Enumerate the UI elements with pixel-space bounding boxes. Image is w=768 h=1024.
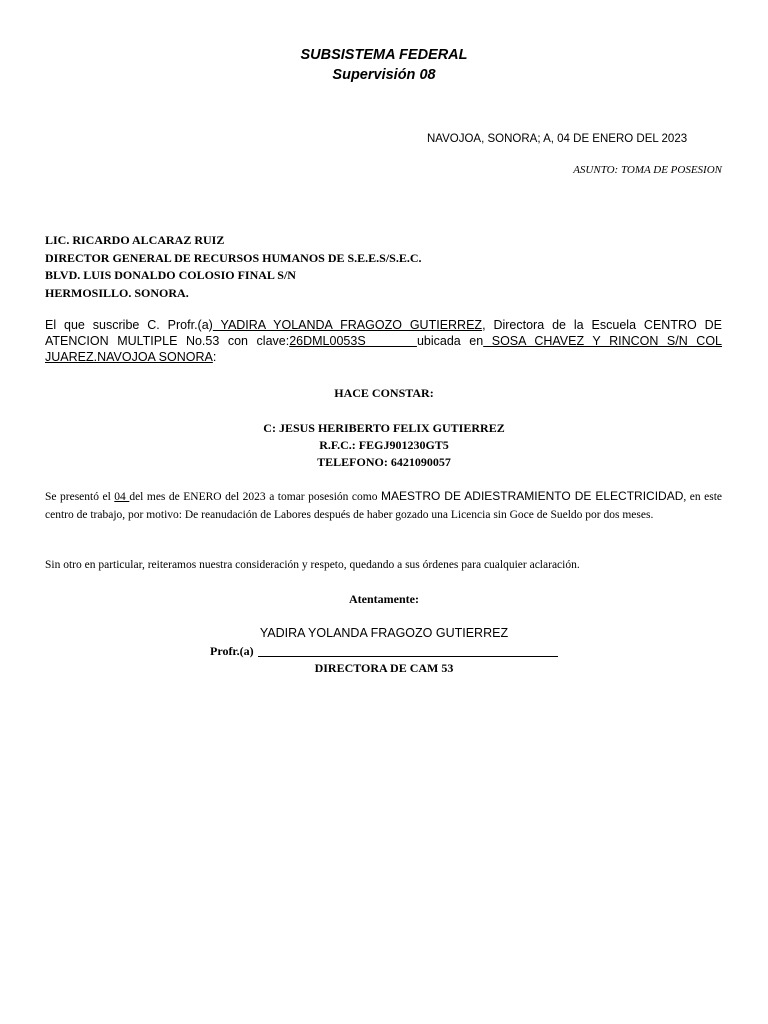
header-title: SUBSISTEMA FEDERAL xyxy=(300,47,468,63)
recipient-position: DIRECTOR GENERAL DE RECURSOS HUMANOS DE S.E.E.S/S.E.C. xyxy=(45,250,422,265)
closing-atentamente: Atentamente: xyxy=(349,592,419,606)
person-block xyxy=(0,420,768,471)
signature-line xyxy=(258,656,558,657)
body-text-1b: del mes de ENERO del 2023 a tomar posesión como xyxy=(129,491,381,503)
signer-name: YADIRA YOLANDA FRAGOZO GUTIERREZ xyxy=(259,626,509,640)
recipient-address: BLVD. LUIS DONALDO COLOSIO FINAL S/N xyxy=(45,268,296,282)
hace-constar-heading: HACE CONSTAR: xyxy=(334,386,434,400)
intro-text-3: ubicada en xyxy=(416,334,484,348)
recipient-block xyxy=(45,232,422,302)
person-phone: TELEFONO: 6421090057 xyxy=(317,455,451,469)
intro-paragraph xyxy=(45,317,722,365)
body-text-1a: Se presentó el xyxy=(45,491,115,503)
intro-text-4: : xyxy=(212,350,217,364)
body-paragraph-2: Sin otro en particular, reiteramos nuestra consideración y respeto, quedando a sus órdenes para cualquier aclaración. xyxy=(45,559,580,571)
body-role: MAESTRO DE ADIESTRAMIENTO DE ELECTRICIDAD xyxy=(380,489,684,503)
intro-text-1: El que suscribe C. Profr.(a) xyxy=(45,318,213,332)
person-rfc: R.F.C.: FEGJ901230GT5 xyxy=(319,438,449,452)
intro-address: SOSA CHAVEZ Y RINCON S/N COL JUAREZ.NAVOJOA SONORA xyxy=(45,334,723,364)
body-day: 04 xyxy=(114,491,130,503)
subject-line: ASUNTO: TOMA DE POSESION xyxy=(573,164,722,176)
signer-title: DIRECTORA DE CAM 53 xyxy=(314,661,454,675)
place-date: NAVOJOA, SONORA; A, 04 DE ENERO DEL 2023 xyxy=(427,133,688,145)
recipient-name: LIC. RICARDO ALCARAZ RUIZ xyxy=(45,233,225,247)
person-name: C: JESUS HERIBERTO FELIX GUTIERREZ xyxy=(263,421,505,435)
intro-text-2: , Directora de la Escuela CENTRO DE ATENCION MULTIPLE No.53 con clave: xyxy=(45,318,722,348)
header-subtitle: Supervisión 08 xyxy=(332,67,436,83)
recipient-city: HERMOSILLO. SONORA. xyxy=(45,285,189,300)
body-paragraph-1 xyxy=(45,487,722,524)
body-text-1c: , en este centro de trabajo, por motivo: De reanudación de Labores después de haber gozado una Licencia sin Goce de Sueldo por dos meses. xyxy=(45,491,722,521)
intro-clave: 26DML0053S xyxy=(289,334,417,348)
signature-prefix: Profr.(a) xyxy=(210,644,254,658)
intro-signer: YADIRA YOLANDA FRAGOZO GUTIERREZ xyxy=(212,318,483,332)
